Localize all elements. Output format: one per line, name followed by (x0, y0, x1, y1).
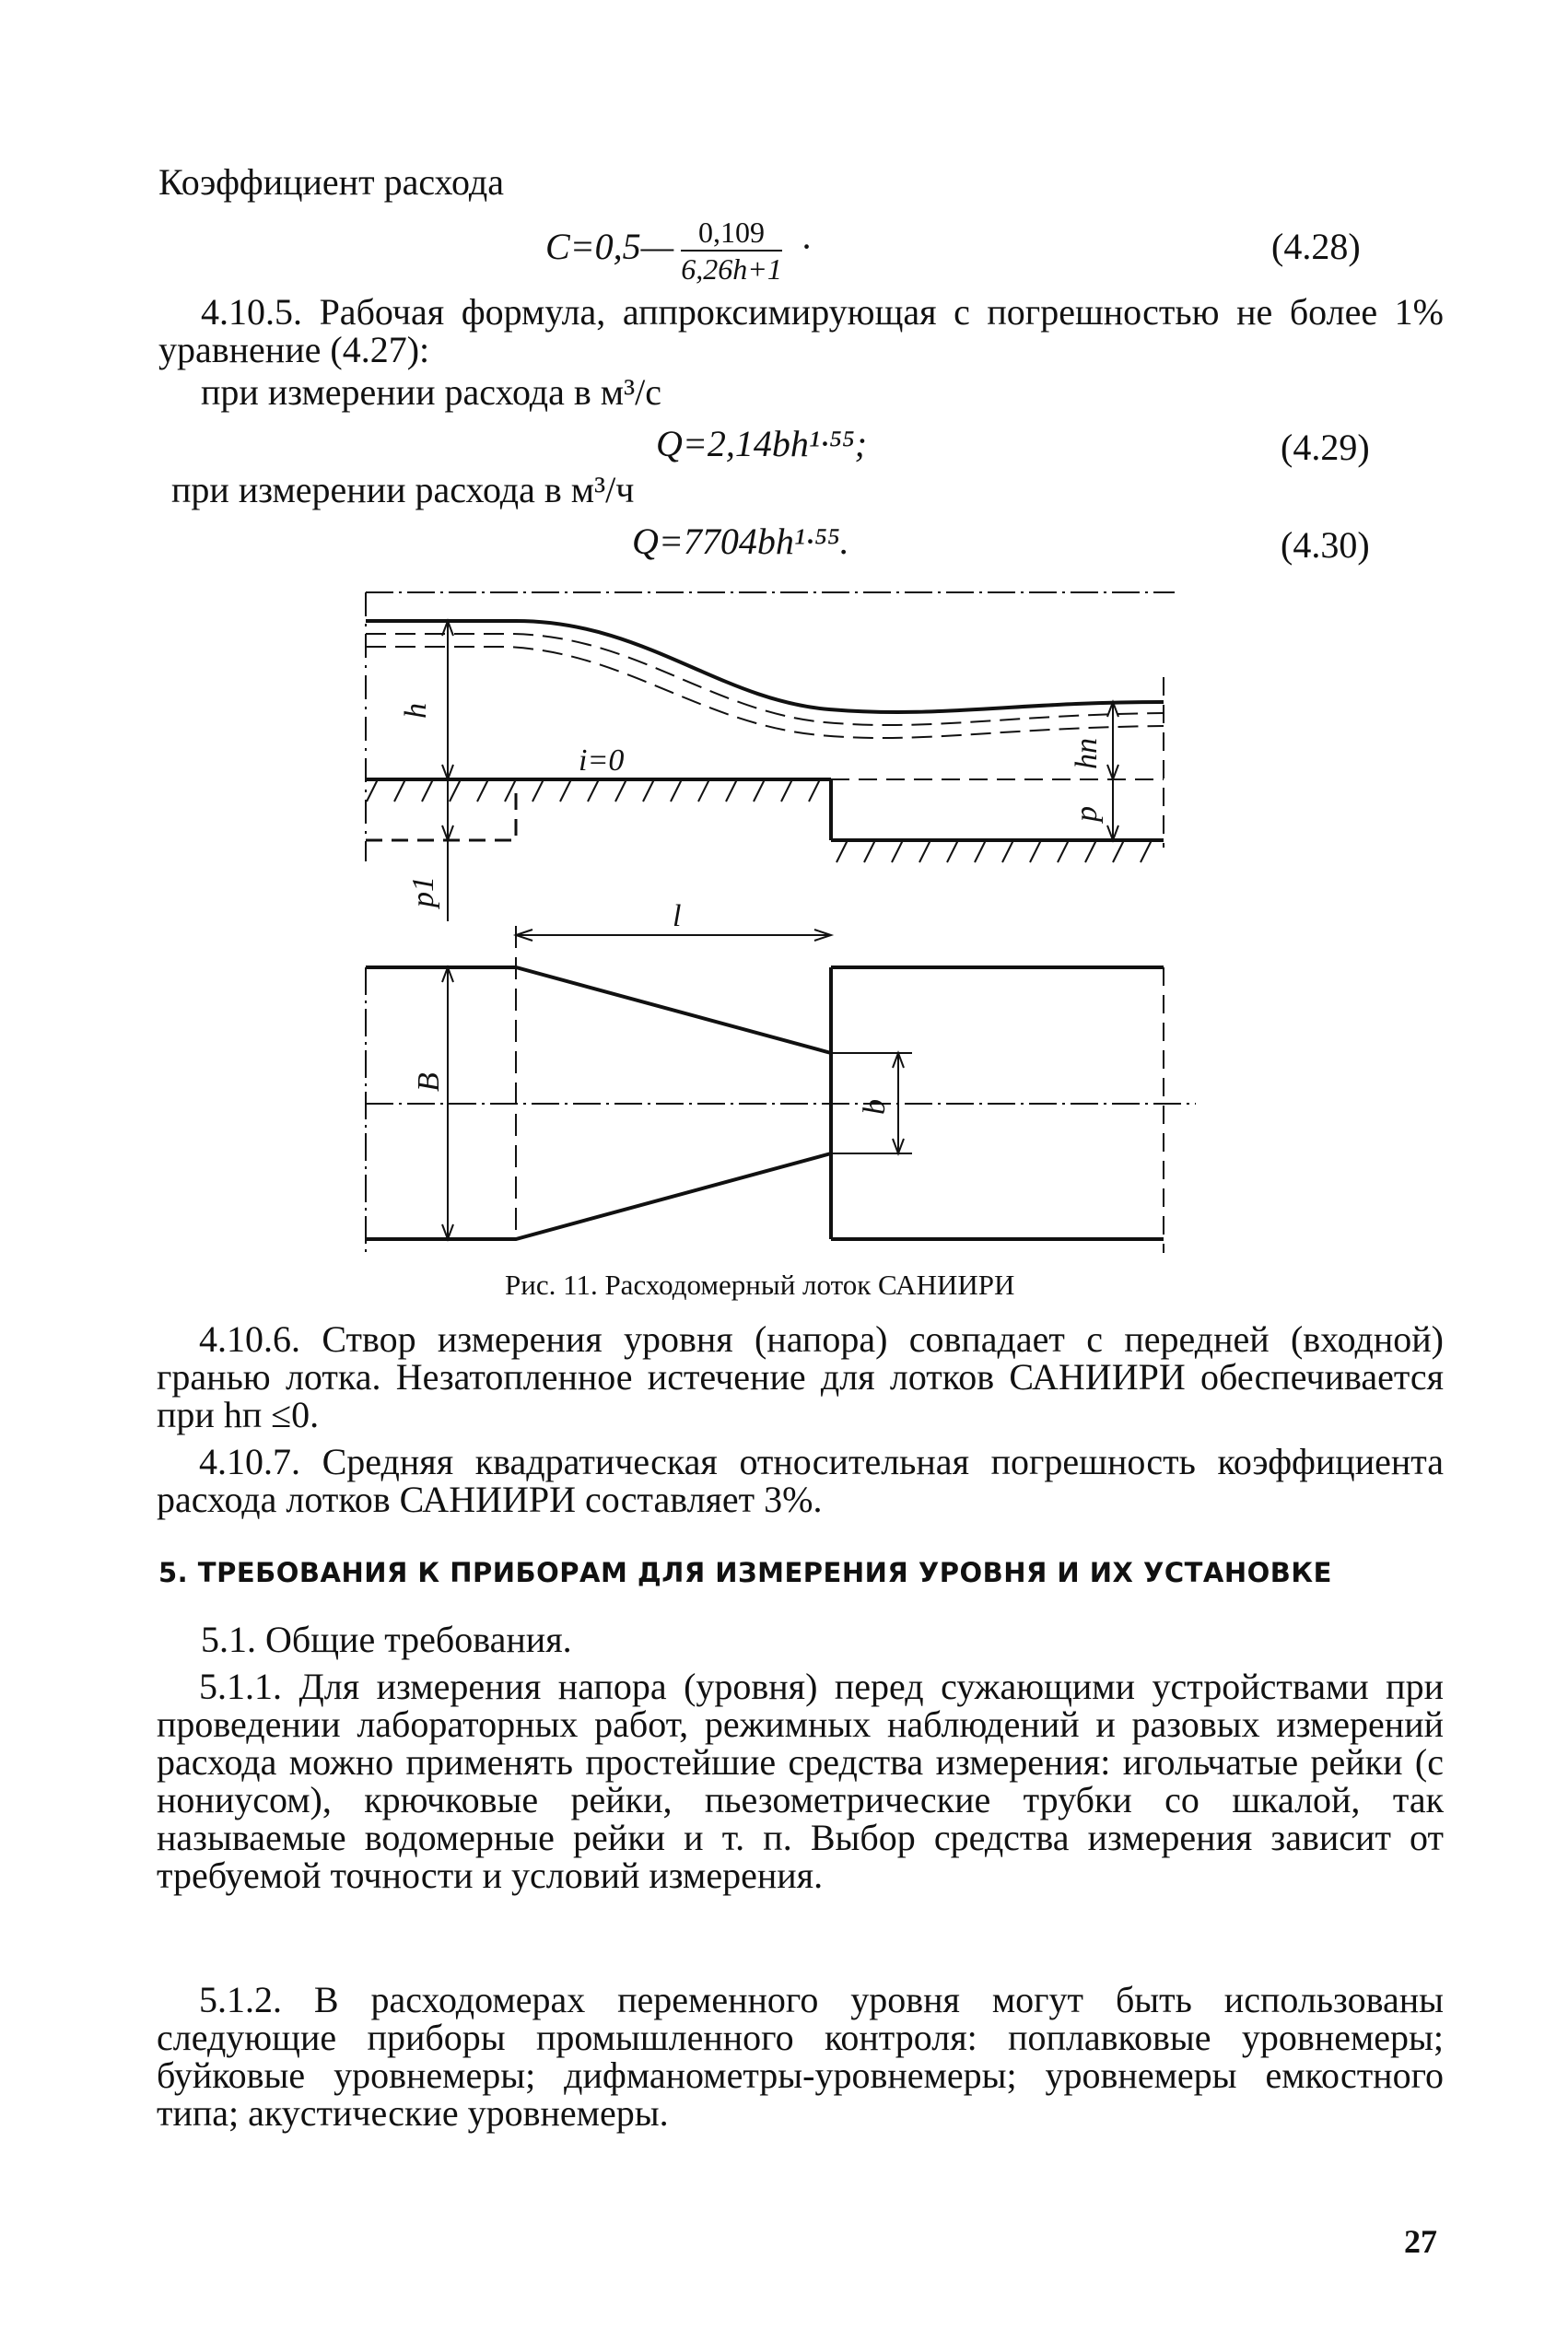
case-m3-per-h: при измерении расхода в м³/ч (171, 469, 635, 510)
section-5-heading: 5. ТРЕБОВАНИЯ К ПРИБОРАМ ДЛЯ ИЗМЕРЕНИЯ УРОВНЯ И ИХ УСТАНОВКЕ (158, 1557, 1332, 1588)
paragraph-4-10-7: 4.10.7. Средняя квадратическая относительная погрешность коэффициента расхода лотков САНИИРИ составляет 3%. (157, 1441, 1444, 1520)
upstream-bed-hatching (367, 779, 820, 802)
equation-4-30-label: (4.30) (1281, 524, 1370, 566)
side-view-labels (399, 703, 1104, 909)
eq-428-denominator: 6,26h+1 (681, 252, 782, 286)
equation-4-28-label: (4.28) (1271, 226, 1361, 267)
paragraph-5-1: 5.1. Общие требования. (201, 1619, 572, 1660)
plan-view (366, 926, 1196, 1253)
paragraph-4-10-6: 4.10.6. Створ измерения уровня (напора) совпадает с передней (входной) гранью лотка. Незатопленное истечение для лотков САНИИРИ обеспечивается при hп ≤0. (157, 1318, 1444, 1435)
equation-4-29-label: (4.29) (1281, 427, 1370, 468)
label-b: b (858, 1099, 892, 1115)
equation-4-30: Q=7704bh¹·⁵⁵. (632, 521, 849, 562)
label-i0: i=0 (579, 743, 625, 778)
label-p: p (1070, 806, 1104, 822)
label-l: l (673, 899, 682, 933)
sill-outline (366, 792, 516, 840)
plan-upper-wall (366, 967, 831, 1053)
plan-lower-wall (366, 1153, 831, 1239)
water-surface-dashed-2 (366, 647, 1164, 738)
eq-428-lhs: C=0,5— (545, 226, 674, 268)
page-number: 27 (1404, 2223, 1437, 2260)
intro-text: Коэффициент расхода (158, 161, 504, 203)
label-hn: hп (1070, 738, 1104, 769)
label-p1: p1 (406, 876, 440, 907)
case-m3-per-s: при измерении расхода в м³/с (201, 371, 661, 413)
side-view (366, 592, 1175, 921)
paragraph-5-1-2: 5.1.2. В расходомерах переменного уровня могут быть использованы следующие приборы промышленного контроля: поплавковые уровнемеры; буйковые уровнемеры; дифманометры-уровнемеры; уровнемеры емкостного типа; акустические уровнемеры. (157, 1979, 1444, 2134)
eq-428-tail: · (800, 226, 813, 268)
downstream-bed-hatching (837, 840, 1152, 862)
paragraph-5-1-1: 5.1.1. Для измерения напора (уровня) перед сужающими устройствами при проведении лабораторных работ, режимных наблюдений и разовых измерений расхода можно применять простейшие средства измерения: игольчатые рейки (с нониусом), крючковые рейки, пьезометрические трубки со шкалой, так называемые водомерные рейки и т. п. Выбор средства измерения зависит от требуемой точности и условий измерения. (157, 1666, 1444, 1896)
figure-caption: Рис. 11. Расходомерный лоток САНИИРИ (505, 1269, 1015, 1301)
paragraph-4-10-5: 4.10.5. Рабочая формула, аппроксимирующая с погрешностью не более 1% уравнение (4.27): (158, 291, 1444, 370)
label-B: B (412, 1072, 446, 1092)
eq-428-numerator: 0,109 (681, 217, 782, 252)
equation-4-29: Q=2,14bh¹·⁵⁵; (656, 423, 868, 464)
label-h: h (399, 703, 433, 719)
